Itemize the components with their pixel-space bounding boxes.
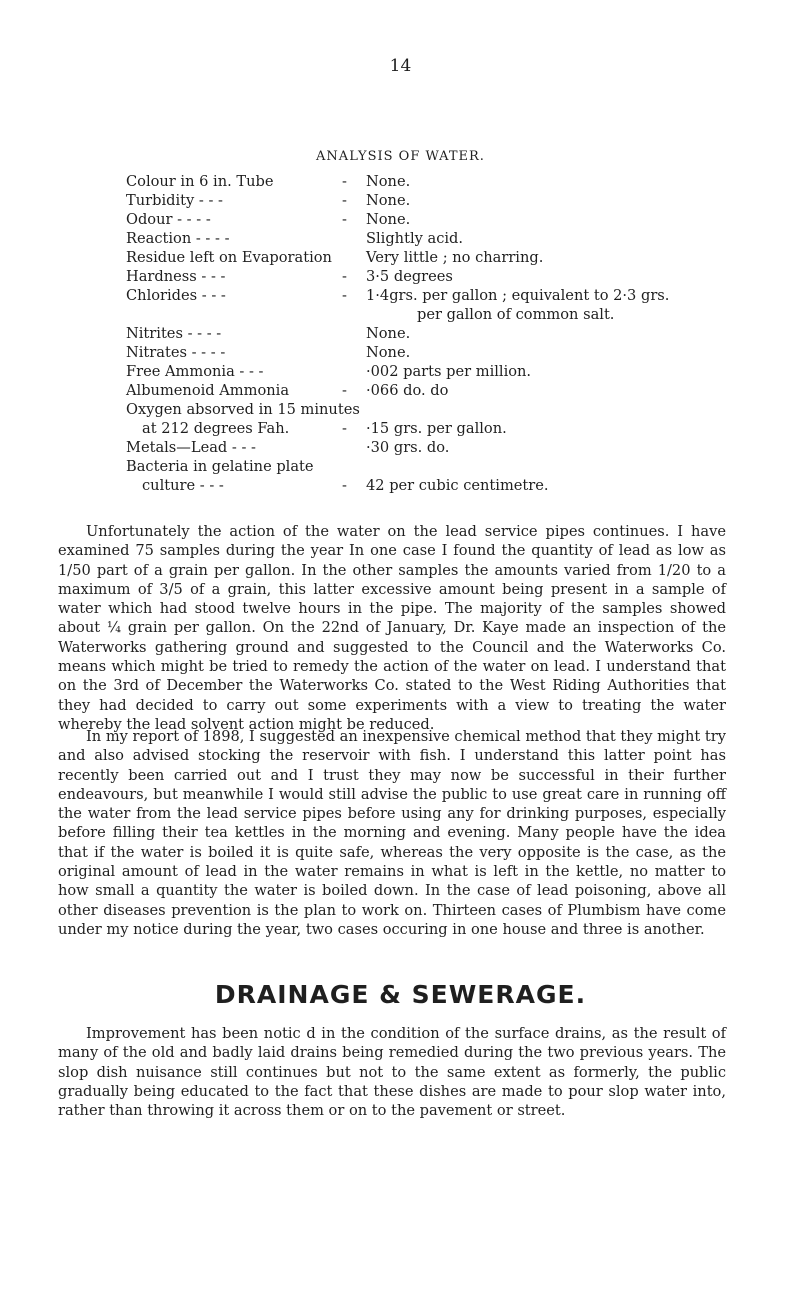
analysis-row-label: at 212 degrees Fah.: [142, 420, 290, 437]
analysis-row: [126, 286, 766, 305]
paragraph-report-1898: In my report of 1898, I suggested an inexpensive chemical method that they might try and also advised stocking the reservoir with fish. I understand this latter point has recently been carried out and I trust they may now be successful in their further endeavours, but meanwhile I would still advise the public to use great care in running off the water from the lead service pipes before using any for drinking purposes, especially before filling their tea kettles in the morning and evening. Many people have the idea that if the water is boiled it is quite safe, whereas the very opposite is the case, as the original amount of lead in the water remains in what is left in the kettle, no matter to how small a quantity the water is boiled down. In the case of lead poisoning, above all other diseases prevention is the plan to work on. Thirteen cases of Plumbism have come under my notice during the year, two cases occuring in one house and three is another.: [58, 728, 726, 938]
analysis-row-label: Odour - - - -: [126, 211, 211, 228]
analysis-row-label: Turbidity - - -: [126, 192, 223, 209]
analysis-row-value: None.: [366, 192, 411, 209]
analysis-row: [126, 362, 766, 381]
analysis-row-label: Residue left on Evaporation: [126, 249, 332, 266]
analysis-row-value: per gallon of common salt.: [417, 306, 615, 323]
analysis-row-dash: -: [342, 287, 347, 304]
analysis-row: [126, 343, 766, 362]
analysis-row-dash: -: [342, 420, 347, 437]
analysis-row-label: Bacteria in gelatine plate: [126, 458, 314, 475]
analysis-row-dash: -: [342, 192, 347, 209]
analysis-row: [126, 305, 766, 324]
analysis-row-label: Albumenoid Ammonia: [126, 382, 290, 399]
analysis-row-value: Slightly acid.: [366, 230, 464, 247]
analysis-row: [126, 267, 766, 286]
analysis-row: [126, 457, 766, 476]
analysis-row-label: Hardness - - -: [126, 268, 226, 285]
analysis-row: [126, 210, 766, 229]
analysis-row-label: culture - - -: [142, 477, 224, 494]
analysis-row-label: Nitrites - - - -: [126, 325, 222, 342]
analysis-row: [126, 438, 766, 457]
paragraph-drainage: Improvement has been notic d in the condition of the surface drains, as the result of many of the old and badly laid drains being remedied during the two previous years. The slop dish nuisance still continues but not to the same extent as formerly, the public gradually being educated to the fact that these dishes are made to pour slop water into, rather than throwing it across them or on to the pavement or street.: [58, 1025, 726, 1120]
analysis-row-value: None.: [366, 344, 411, 361]
analysis-row-dash: -: [342, 211, 347, 228]
analysis-row-label: Reaction - - - -: [126, 230, 230, 247]
analysis-heading: ANALYSIS OF WATER.: [316, 149, 485, 164]
analysis-table: [126, 172, 766, 495]
analysis-row: [126, 172, 766, 191]
analysis-row-label: Free Ammonia - - -: [126, 363, 264, 380]
analysis-row-label: Chlorides - - -: [126, 287, 226, 304]
analysis-row: [126, 191, 766, 210]
analysis-row-value: Very little ; no charring.: [366, 249, 544, 266]
analysis-row-dash: -: [342, 477, 347, 494]
analysis-row-label: Metals—Lead - - -: [126, 439, 256, 456]
analysis-row: [126, 400, 766, 419]
analysis-row-label: Nitrates - - - -: [126, 344, 226, 361]
drainage-heading: DRAINAGE & SEWERAGE.: [214, 980, 587, 1009]
analysis-row-label: Colour in 6 in. Tube: [126, 173, 274, 190]
analysis-row-dash: -: [342, 268, 347, 285]
analysis-row: [126, 324, 766, 343]
analysis-row-dash: -: [342, 173, 347, 190]
analysis-row: [126, 381, 766, 400]
analysis-row: [126, 229, 766, 248]
page-number: 14: [389, 56, 412, 76]
analysis-row: [126, 419, 766, 438]
analysis-row-value: ·002 parts per million.: [366, 363, 532, 380]
analysis-row-value: None.: [366, 173, 411, 190]
paragraph-lead-action: Unfortunately the action of the water on the lead service pipes continues. I have examined 75 samples during the year In one case I found the quantity of lead as low as 1/50 part of a grain per gallon. In the other samples the amounts varied from 1/20 to a maximum of 3/5 of a grain, this latter excessive amount being present in a sample of water which had stood twelve hours in the pipe. The majority of the samples showed about ¼ grain per gallon. On the 22nd of January, Dr. Kaye made an inspection of the Waterworks gathering ground and suggested to the Council and the Waterworks Co. means which might be tried to remedy the action of the water on lead. I understand that on the 3rd of December the Waterworks Co. stated to the West Riding Authorities that they had decided to carry out some experiments with a view to treating the water whereby the lead solvent action might be reduced.: [58, 523, 726, 733]
analysis-row-value: 42 per cubic centimetre.: [366, 477, 549, 494]
analysis-row-value: 3·5 degrees: [366, 268, 453, 285]
analysis-row-value: ·066 do. do: [366, 382, 449, 399]
analysis-row-value: ·30 grs. do.: [366, 439, 450, 456]
analysis-row-value: None.: [366, 325, 411, 342]
analysis-row-value: None.: [366, 211, 411, 228]
analysis-row-dash: -: [342, 382, 347, 399]
analysis-row: [126, 476, 766, 495]
analysis-row: [126, 248, 766, 267]
analysis-row-value: 1·4grs. per gallon ; equivalent to 2·3 grs.: [366, 287, 670, 304]
analysis-row-value: ·15 grs. per gallon.: [366, 420, 507, 437]
analysis-row-label: Oxygen absorved in 15 minutes: [126, 401, 360, 418]
